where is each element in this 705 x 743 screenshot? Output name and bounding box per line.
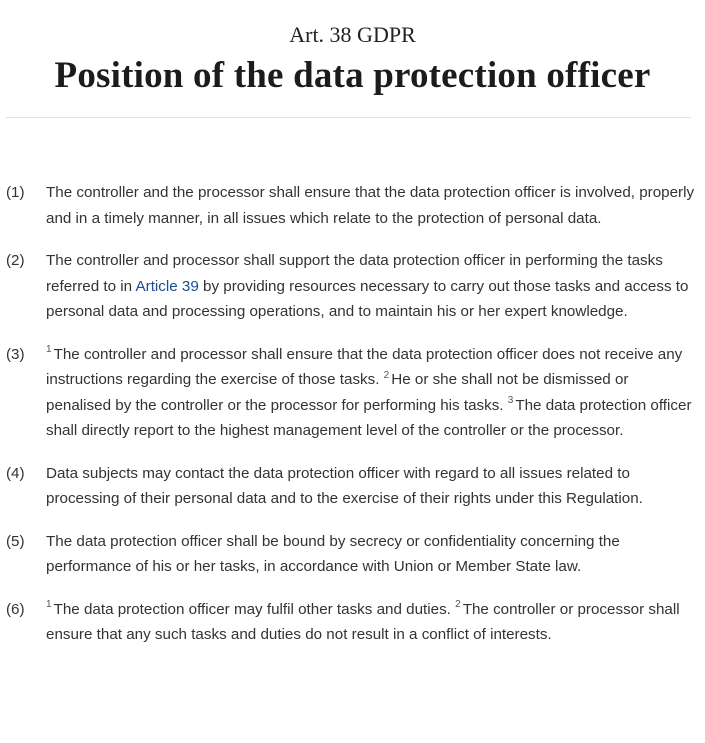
sentence-number: 1	[46, 344, 52, 356]
sentence-text: The controller or processor shall ensure that any such tasks and duties do not result in a conflict of interests.	[46, 600, 680, 643]
paragraph-number: (4)	[6, 464, 25, 482]
header-divider	[6, 117, 691, 118]
paragraph-3	[0, 342, 705, 444]
paragraph-number: (3)	[6, 345, 25, 363]
paragraph-6	[0, 597, 705, 648]
sentence-number: 2	[455, 599, 461, 611]
paragraph-number: (2)	[6, 252, 25, 269]
paragraph-1	[0, 180, 705, 231]
paragraph-2	[0, 248, 705, 325]
sentence-number: 1	[46, 599, 52, 611]
paragraph-text-before-link: The controller and processor shall support the data protection officer in performing the tasks referred to in	[46, 252, 663, 295]
article-header	[0, 0, 705, 99]
paragraph-number: (5)	[6, 532, 25, 550]
paragraph-number: (1)	[6, 184, 25, 201]
sentence-text: The data protection officer shall directly report to the highest management level of the controller or the processor.	[46, 396, 692, 439]
page-title: Position of the data protection officer	[54, 55, 651, 96]
paragraph-text: Data subjects may contact the data protection officer with regard to all issues related to processing of their personal data and to the exercise of their rights under this Regulation.	[46, 464, 643, 507]
article-number: Art. 38 GDPR	[289, 22, 416, 47]
paragraph-text: The controller and the processor shall ensure that the data protection officer is involved, properly and in a timely manner, in all issues which relate to the protection of personal data.	[46, 184, 695, 227]
article-39-link[interactable]: Article 39	[135, 277, 199, 295]
paragraph-4	[0, 461, 705, 512]
paragraph-5	[0, 529, 705, 580]
paragraph-text-after-link: by providing resources necessary to carry out those tasks and access to personal data and processing operations, and to maintain his or her expert knowledge.	[46, 277, 689, 320]
sentence-text: The controller and processor shall ensure that the data protection officer does not receive any instructions regarding the exercise of those tasks.	[46, 345, 683, 388]
paragraph-number: (6)	[6, 600, 25, 618]
sentence-number: 2	[383, 369, 390, 381]
sentence-text: He or she shall not be dismissed or penalised by the controller or the processor for performing his tasks.	[46, 371, 629, 414]
paragraph-list	[0, 180, 705, 665]
sentence-text: The data protection officer may fulfil other tasks and duties.	[53, 600, 456, 618]
sentence-number: 3	[507, 395, 514, 407]
paragraph-text: The data protection officer shall be bound by secrecy or confidentiality concerning the performance of his or her tasks, in accordance with Union or Member State law.	[46, 532, 620, 575]
